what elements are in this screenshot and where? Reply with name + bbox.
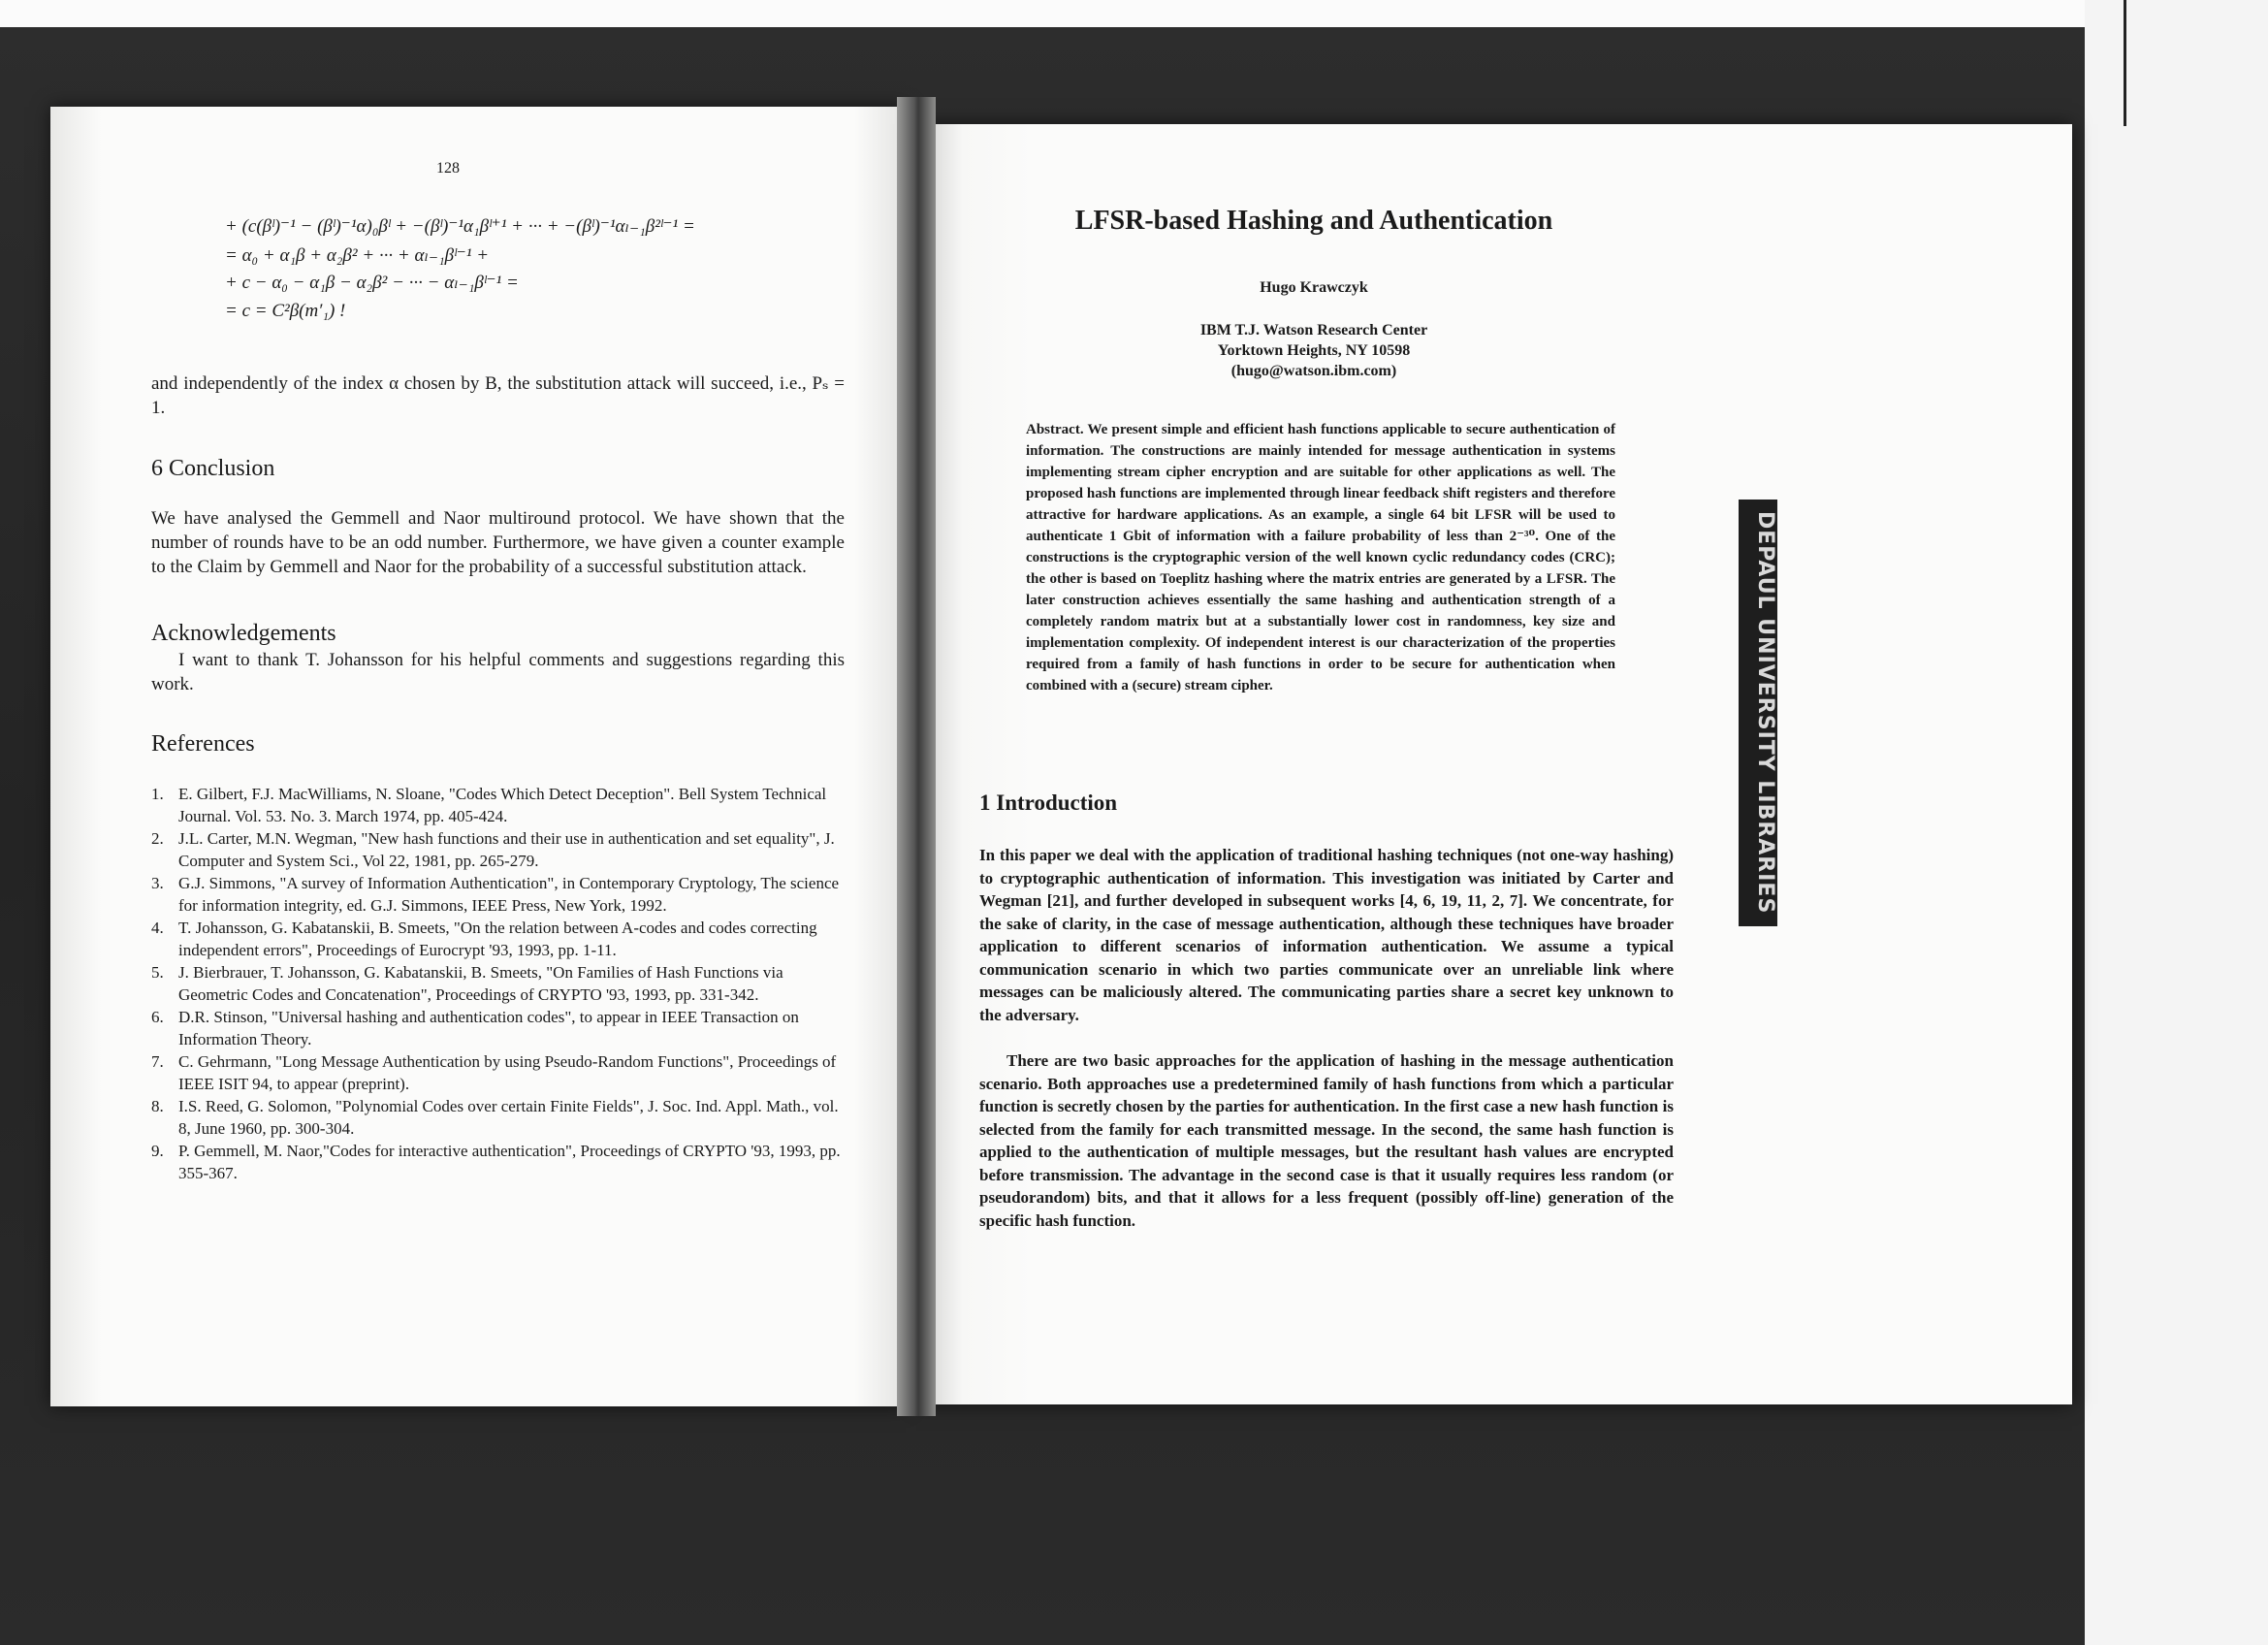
reference-item: [151, 918, 849, 961]
conclusion-text: We have analysed the Gemmell and Naor multiround protocol. We have shown that the number of rounds have to be an odd number. Furthermore, we have given a counter example to the Claim by Gemmell and Naor for the probability of a successful substitution attack.: [151, 508, 845, 577]
reference-text: J. Bierbrauer, T. Johansson, G. Kabatanskii, B. Smeets, "On Families of Hash Functions via Geometric Codes and Concatenation", Proceedings of CRYPTO '93, 1993, pp. 331-342.: [178, 963, 783, 1004]
reference-item: [151, 1141, 849, 1184]
reference-item: [151, 1007, 849, 1050]
introduction-paragraph-2: There are two basic approaches for the application of hashing in the message authentication scenario. Both approaches use a predetermined family of hash functions from which a particular function is secretly chosen by the parties for authentication. In the first case a new hash function is selected from the family for each transmitted message. In the second, the same hash function is applied to the authentication of multiple messages, but the resultant hash values are encrypted before transmission. The advantage in the second case is that it usually requires less random (or pseudorandom) bits, and that it allows for a less frequent (possibly off-line) generation of the specific hash function.: [979, 1051, 1674, 1230]
reference-number: 6.: [151, 1008, 164, 1026]
reference-text: G.J. Simmons, "A survey of Information Authentication", in Contemporary Cryptology, The science for information integrity, ed. G.J. Simmons, IEEE Press, New York, 1992.: [178, 874, 840, 915]
equation-line-2: = α₀ + α₁β + α₂β² + ··· + αₗ₋₁βˡ⁻¹ +: [225, 245, 490, 266]
scan-edge-line: [2124, 0, 2126, 126]
reference-number: 8.: [151, 1097, 164, 1115]
equation-line-4: = c = C²β(m′₁) !: [225, 301, 346, 321]
reference-text: I.S. Reed, G. Solomon, "Polynomial Codes over certain Finite Fields", J. Soc. Ind. Appl. Math., vol. 8, June 1960, pp. 300-304.: [178, 1097, 839, 1138]
conclusion-heading: 6 Conclusion: [151, 456, 275, 481]
reference-item: [151, 784, 849, 827]
affiliation-line: Yorktown Heights, NY 10598: [1217, 342, 1411, 359]
reference-item: [151, 1096, 849, 1140]
scan-top-margin: [0, 0, 2085, 29]
reference-text: C. Gehrmann, "Long Message Authentication by using Pseudo-Random Functions", Proceedings of IEEE ISIT 94, to appear (preprint).: [178, 1052, 837, 1093]
abstract-text: Abstract. We present simple and efficient hash functions applicable to secure authentication of information. The constructions are mainly intended for message authentication in systems implementing stream cipher encryption and are suitable for other applications as well. The proposed hash functions are implemented through linear feedback shift registers and therefore attractive for hardware applications. As an example, a single 64 bit LFSR will be used to authenticate 1 Gbit of information with a failure probability of less than 2⁻³⁰. One of the constructions is the cryptographic version of the well known cyclic redundancy codes (CRC); the other is based on Toeplitz hashing where the matrix entries are generated by a LFSR. The later construction achieves essentially the same hashing and authentication strength of a completely random matrix but at a substantially lower cost in randomness, key size and implementation complexity. Of independent interest is our characterization of the properties required from a family of hash functions in order to be secure for authentication when combined with a (secure) stream cipher.: [1026, 422, 1615, 693]
reference-number: 7.: [151, 1052, 164, 1071]
paper-author: Hugo Krawczyk: [1260, 279, 1368, 296]
scan-right-margin: [2085, 0, 2268, 1645]
intro-paragraph: and independently of the index α chosen by B, the substitution attack will succeed, i.e., Pₛ = 1.: [151, 373, 845, 418]
paper-title: LFSR-based Hashing and Authentication: [1074, 206, 1553, 236]
affiliation-line: IBM T.J. Watson Research Center: [1199, 322, 1428, 339]
book-gutter: [897, 97, 936, 1416]
reference-number: 1.: [151, 785, 164, 803]
references-list: [151, 784, 849, 1185]
acknowledgements-heading: Acknowledgements: [151, 621, 336, 646]
affiliation-line: (hugo@watson.ibm.com): [1230, 363, 1397, 379]
acknowledgements-text: I want to thank T. Johansson for his helpful comments and suggestions regarding this work.: [151, 650, 845, 694]
reference-item: [151, 1051, 849, 1095]
reference-text: E. Gilbert, F.J. MacWilliams, N. Sloane, "Codes Which Detect Deception". Bell System Technical Journal. Vol. 53. No. 3. March 1974, pp. 405-424.: [178, 785, 827, 825]
reference-item: [151, 873, 849, 917]
introduction-paragraph-1: In this paper we deal with the application of traditional hashing techniques (not one-way hashing) to cryptographic authentication of information. This investigation was initiated by Carter and Wegman [21], and further developed in subsequent works [4, 6, 19, 11, 2, 7]. We concentrate, for the sake of clarity, in the case of message authentication, although these techniques have broader application to different scenarios of information authentication. We assume a typical communication scenario in which two parties communicate over an unreliable link where messages can be maliciously altered. The communicating parties share a secret key unknown to the adversary.: [979, 846, 1674, 1024]
reference-text: J.L. Carter, M.N. Wegman, "New hash functions and their use in authentication and set equality", J. Computer and System Sci., Vol 22, 1981, pp. 265-279.: [178, 829, 835, 870]
reference-number: 3.: [151, 874, 164, 892]
reference-text: D.R. Stinson, "Universal hashing and authentication codes", to appear in IEEE Transaction on Information Theory.: [178, 1008, 799, 1048]
reference-number: 4.: [151, 919, 164, 937]
author-affiliation: [955, 320, 1673, 381]
introduction-heading: 1 Introduction: [979, 790, 1118, 815]
reference-number: 9.: [151, 1142, 164, 1160]
page-number: 128: [436, 160, 460, 177]
reference-item: [151, 828, 849, 872]
reference-item: [151, 962, 849, 1006]
equation-line-3: + c − α₀ − α₁β − α₂β² − ··· − αₗ₋₁βˡ⁻¹ =: [225, 273, 519, 293]
reference-number: 2.: [151, 829, 164, 848]
references-heading: References: [151, 731, 255, 757]
equation-line-1: + (c(βˡ)⁻¹ − (βˡ)⁻¹α)₀βˡ + −(βˡ)⁻¹α₁βˡ⁺¹ + ··· + −(βˡ)⁻¹αₗ₋₁β²ˡ⁻¹ =: [225, 216, 695, 237]
reference-text: T. Johansson, G. Kabatanskii, B. Smeets, "On the relation between A-codes and codes correcting independent errors", Proceedings of Eurocrypt '93, 1993, pp. 1-11.: [178, 919, 817, 959]
reference-text: P. Gemmell, M. Naor,"Codes for interactive authentication", Proceedings of CRYPTO '93, 1993, pp. 355-367.: [178, 1142, 841, 1182]
reference-number: 5.: [151, 963, 164, 982]
library-stamp: DEPAUL UNIVERSITY LIBRARIES: [1739, 500, 1777, 926]
